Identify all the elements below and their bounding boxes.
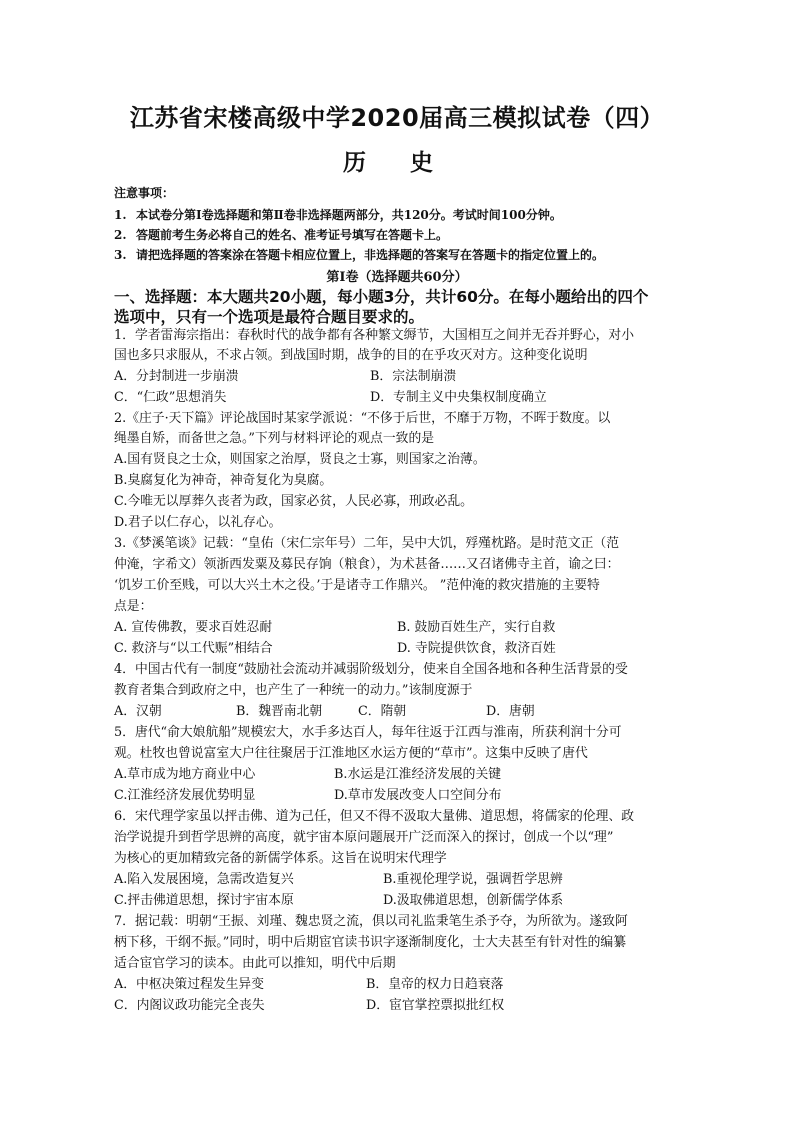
- question-5-option-a: A.草市成为地方商业中心: [114, 767, 256, 782]
- note-number: 3.: [114, 248, 127, 262]
- question-1-stem: 国也多只求服从，不求占领。到战国时期，战争的目的在乎攻灭对方。这种变化说明: [114, 348, 588, 363]
- note-item: [114, 226, 448, 243]
- question-3-option-a: A. 宣传佛教，要求百姓忍耐: [114, 620, 273, 635]
- note-item: [114, 246, 604, 263]
- question-7-option-d: D．宦官掌控票拟批红权: [366, 998, 505, 1013]
- question-4-stem: 教育者集合到政府之中，也产生了一种统一的动力。”该制度源于: [114, 683, 473, 698]
- question-5-stem: 观。杜牧也曾说富室大户往往聚居于江淮地区水运方便的“草市”。这集中反映了唐代: [114, 746, 588, 761]
- question-1-option-d: D．专制主义中央集权制度确立: [370, 390, 547, 405]
- question-3-stem: 点是：: [114, 599, 153, 614]
- question-2-option-d: D.君子以仁存心，以礼存心。: [114, 515, 282, 530]
- question-4-option-b: B．魏晋南北朝: [236, 704, 323, 719]
- question-3-stem: 3.《梦溪笔谈》记载：“皇佑（宋仁宗年号）二年，吴中大饥，殍殣枕路。是时范文正（范: [114, 536, 620, 551]
- note-number: 1.: [114, 208, 127, 222]
- section-instruction-line: 选项中，只有一个选项是最符合题目要求的。: [114, 308, 425, 326]
- question-3-option-d: D. 寺院提供饮食，救济百姓: [397, 641, 556, 656]
- notes-heading: 注意事项：: [114, 186, 175, 200]
- question-6-option-b: B.重视伦理学说，强调哲学思辨: [383, 872, 563, 887]
- question-1-option-a: A．分封制进一步崩溃: [114, 369, 239, 384]
- question-6-stem: 为核心的更加精致完备的新儒学体系。这旨在说明宋代理学: [114, 851, 447, 866]
- note-number: 2.: [114, 228, 127, 242]
- exam-title: 江苏省宋楼高级中学2020届高三模拟试卷（四）: [129, 104, 665, 132]
- question-2-option-a: A.国有贤良之士众，则国家之治厚，贤良之士寡，则国家之治薄。: [114, 452, 486, 467]
- question-4-option-a: A．汉朝: [114, 704, 162, 719]
- question-6-option-d: D.汲取佛道思想，创新儒学体系: [383, 893, 564, 908]
- question-7-option-c: C．内阁议政功能完全丧失: [114, 998, 265, 1013]
- question-6-stem: 治学说提升到哲学思辨的高度，就宇宙本原问题展开广泛而深入的探讨，创成一个以“理”: [114, 830, 614, 845]
- question-2-option-b: B.臭腐复化为神奇，神奇复化为臭腐。: [114, 473, 333, 488]
- question-2-stem: 绳墨自矫，而备世之急。”下列与材料评论的观点一致的是: [114, 431, 435, 446]
- question-6-stem: 6．宋代理学家虽以抨击佛、道为己任，但又不得不汲取大量佛、道思想，将儒家的伦理、政: [114, 809, 635, 824]
- note-text: 请把选择题的答案涂在答题卡相应位置上，非选择题的答案写在答题卡的指定位置上的。: [136, 248, 605, 262]
- question-3-option-c: C. 救济与“以工代赈”相结合: [114, 641, 273, 656]
- note-text: 答题前考生务必将自己的姓名、准考证号填写在答题卡上。: [136, 228, 449, 242]
- question-4-option-c: C．隋朝: [358, 704, 407, 719]
- question-3-option-b: B. 鼓励百姓生产，实行自救: [397, 620, 556, 635]
- subject-title: 历 史: [342, 150, 451, 176]
- question-5-stem: 5．唐代“俞大娘航船”规模宏大，水手多达百人，每年往返于江西与淮南，所获利润十分可: [114, 725, 622, 740]
- question-7-stem: 7．据记载：明朝“王振、刘瑾、魏忠贤之流，倶以司礼监秉笔生杀予夺，为所欲为。遂致阿: [114, 914, 628, 929]
- section-instruction-line: 一、选择题：本大题共20小题，每小题3分，共计60分。在每小题给出的四个: [114, 288, 649, 306]
- question-7-option-a: A．中枢决策过程发生异变: [114, 977, 265, 992]
- question-3-stem: ‘饥岁工价至贱，可以大兴土木之役。’于是诸寺工作鼎兴。 ”范仲淹的救灾措施的主要特: [114, 578, 600, 593]
- question-6-option-c: C.抨击佛道思想，探讨宇宙本原: [114, 893, 294, 908]
- question-7-option-b: B．皇帝的权力日趋衰落: [366, 977, 504, 992]
- question-5-option-b: B.水运是江淮经济发展的关键: [334, 767, 502, 782]
- question-4-option-d: D．唐朝: [486, 704, 535, 719]
- section-title: 第Ⅰ卷（选择题共60分）: [326, 270, 468, 285]
- question-2-stem: 2.《庄子·天下篇》评论战国时某家学派说：“不侈于后世，不靡于万物，不晖于数度。以: [114, 411, 611, 426]
- question-2-option-c: C.今唯无以厚葬久丧者为政，国家必贫，人民必寡，刑政必乱。: [114, 494, 473, 509]
- question-7-stem: 适合宦官学习的读本。由此可以推知，明代中后期: [114, 956, 396, 971]
- question-1-option-b: B．宗法制崩溃: [370, 369, 457, 384]
- question-3-stem: 仲淹，字希文）领浙西发粟及募民存饷（粮食），为术甚备……又召诸佛寺主首，谕之曰：: [114, 557, 620, 572]
- note-item: [114, 206, 562, 223]
- question-1-stem: 1．学者雷海宗指出：春秋时代的战争都有各种繁文缛节，大国相互之间并无吞并野心，对小: [114, 328, 635, 343]
- question-1-option-c: C．“仁政”思想消失: [114, 390, 227, 405]
- question-5-option-c: C.江淮经济发展优势明显: [114, 788, 256, 803]
- question-6-option-a: A.陷入发展困境，急需改造复兴: [114, 872, 294, 887]
- question-4-stem: 4．中国古代有一制度“鼓励社会流动并减弱阶级划分，使来自全国各地和各种生活背景的受: [114, 662, 628, 677]
- question-7-stem: 柄下移，干纲不振。”同时，明中后期宦官读书识字逐渐制度化，士大夫甚至有针对性的编纂: [114, 935, 627, 950]
- note-text: 本试卷分第Ⅰ卷选择题和第Ⅱ卷非选择题两部分，共120分。考试时间100分钟。: [136, 208, 562, 222]
- question-5-option-d: D.草市发展改变人口空间分布: [334, 788, 502, 803]
